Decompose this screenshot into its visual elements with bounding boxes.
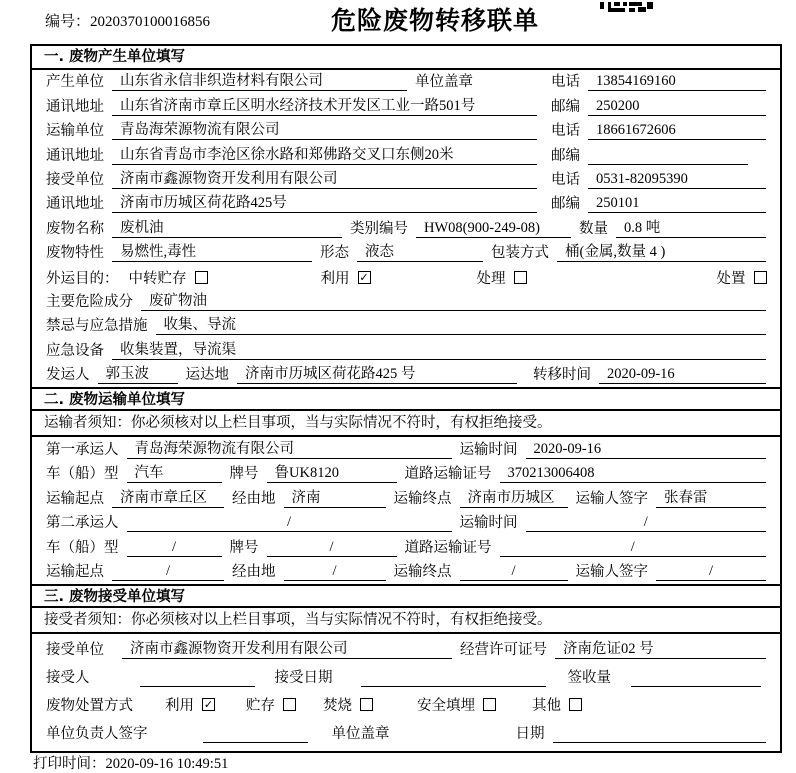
shipper-row <box>32 363 780 387</box>
permit2-label: 道路运输证号 <box>404 539 492 556</box>
section3-notice: 接受者须知：你必须核对以上栏目事项，当与实际情况不符时，有权拒绝接受。 <box>32 608 780 634</box>
purpose-label: 外运目的： <box>46 270 119 287</box>
section1-header: 一. 废物产生单位填写 <box>32 46 780 70</box>
plate1-value: 鲁UK8120 <box>267 461 397 483</box>
accept-date-label: 接受日期 <box>274 670 333 687</box>
sign2-value: / <box>656 563 766 581</box>
zip1-label: 邮编 <box>551 98 580 115</box>
form-label: 形态 <box>320 245 349 262</box>
time2-label: 运输时间 <box>459 515 518 532</box>
trait-value: 易燃性,毒性 <box>112 240 312 262</box>
end1-value: 济南市历城区 <box>460 486 568 508</box>
origin1-label: 运输起点 <box>46 490 104 507</box>
route2-row <box>32 560 780 585</box>
origin2-label: 运输起点 <box>46 564 104 581</box>
vehicle1-row <box>32 462 780 487</box>
unit-seal2-label: 单位盖章 <box>331 726 390 743</box>
taboo-row <box>32 314 780 338</box>
zip1-value: 250200 <box>588 98 766 116</box>
accept-unit-row <box>32 634 780 662</box>
shipper-label: 发运人 <box>46 367 90 384</box>
permit2-value: / <box>500 539 767 557</box>
manager-sign-value <box>203 742 308 743</box>
plate1-label: 牌号 <box>229 466 259 483</box>
plate2-label: 牌号 <box>229 539 259 556</box>
time1-value: 2020-09-16 <box>526 441 767 459</box>
dest-value: 济南市历城区荷花路425 号 <box>237 362 517 384</box>
section3-header: 三. 废物接受单位填写 <box>32 584 780 608</box>
category-value: HW08(900-249-08) <box>416 220 571 238</box>
license-label: 经营许可证号 <box>460 642 547 659</box>
shipper-value: 郭玉波 <box>98 362 178 384</box>
section2-notice: 运输者须知：你必须核对以上栏目事项，当与实际情况不符时，有权拒绝接受。 <box>32 411 780 437</box>
checkbox-disposal-other <box>569 698 582 711</box>
disposal-row <box>32 690 780 718</box>
checkbox-disposal-use: ✓ <box>203 697 214 711</box>
qty-label: 数量 <box>579 220 608 237</box>
plate2-value: / <box>267 539 397 557</box>
permit1-value: 370213006408 <box>500 465 767 483</box>
carrier2-label: 第二承运人 <box>46 515 119 532</box>
section3-body <box>32 634 780 746</box>
via1-label: 经由地 <box>232 490 276 507</box>
transporter-label: 运输单位 <box>46 123 104 140</box>
checkbox-use: ✓ <box>359 270 369 284</box>
checkbox-disposal-store <box>283 698 296 711</box>
addr1-value: 山东省济南市章丘区明水经济技术开发区工业一路501号 <box>112 94 537 116</box>
section1-body <box>32 70 780 387</box>
phone1-label: 电话 <box>551 74 580 91</box>
hazard-value: 废矿物油 <box>141 289 766 311</box>
print-time-value: 2020-09-16 10:49:51 <box>105 756 229 772</box>
pack-label: 包装方式 <box>491 245 549 262</box>
qr-code-fragment <box>600 0 654 17</box>
addr2-label: 通讯地址 <box>46 147 104 164</box>
origin1-value: 济南市章丘区 <box>112 486 224 508</box>
category-label: 类别编号 <box>350 220 408 237</box>
license-value: 济南危证02 号 <box>555 637 766 659</box>
producer-address-row <box>32 94 780 118</box>
waste-name-value: 废机油 <box>112 216 342 238</box>
transporter-row <box>32 119 780 143</box>
taboo-label: 禁忌与应急措施 <box>46 318 148 335</box>
time1-label: 运输时间 <box>459 441 518 458</box>
addr3-label: 通讯地址 <box>46 196 104 213</box>
purpose-option-dispose: 处置 <box>716 270 746 287</box>
disposal-label: 废物处置方式 <box>46 697 133 714</box>
date2-label: 日期 <box>515 726 545 743</box>
disposal-option-store: 贮存 <box>246 697 275 714</box>
receiver-label: 接受单位 <box>46 171 104 188</box>
amount-label: 签收量 <box>567 670 611 687</box>
via2-value: / <box>284 563 386 581</box>
transporter-value: 青岛海荣源物流有限公司 <box>112 118 537 140</box>
carrier1-row <box>32 437 780 462</box>
end2-value: / <box>460 563 568 581</box>
waste-trait-row <box>32 241 780 265</box>
waste-name-row <box>32 216 780 240</box>
transfer-date-label: 转移时间 <box>533 367 591 384</box>
via2-label: 经由地 <box>232 564 276 581</box>
equip-label: 应急设备 <box>46 342 104 359</box>
trait-label: 废物特性 <box>46 245 104 262</box>
sign2-label: 运输人签字 <box>575 564 648 581</box>
receiver-row <box>32 168 780 192</box>
phone1-value: 13854169160 <box>588 73 766 91</box>
dest-label: 运达地 <box>185 367 229 384</box>
vehicle1-label: 车（船）型 <box>46 466 119 483</box>
purpose-option-treat: 处理 <box>476 270 506 287</box>
equip-value: 收集装置，导流渠 <box>112 338 766 360</box>
sign1-label: 运输人签字 <box>575 490 648 507</box>
disposal-option-landfill: 安全填埋 <box>417 697 475 714</box>
sign1-value: 张春雷 <box>656 486 766 508</box>
via1-value: 济南 <box>284 486 386 508</box>
manager-sign-label: 单位负责人签字 <box>46 726 148 743</box>
vehicle2-value: / <box>127 539 222 557</box>
accept-unit-label: 接受单位 <box>46 642 104 659</box>
amount-value <box>631 686 761 687</box>
producer-label: 产生单位 <box>46 74 104 91</box>
phone2-value: 18661672606 <box>588 122 766 140</box>
purpose-row <box>32 265 780 289</box>
print-time-line <box>33 752 228 773</box>
date2-value <box>553 742 767 743</box>
producer-value: 山东省永信非织造材料有限公司 <box>112 69 407 91</box>
phone2-label: 电话 <box>551 123 580 140</box>
serial-value: 2020370100016856 <box>90 14 211 30</box>
end1-label: 运输终点 <box>393 490 452 507</box>
accept-unit-value: 济南市鑫源物资开发利用有限公司 <box>122 637 452 659</box>
manifest-form <box>30 44 782 753</box>
accept-date-value <box>361 686 546 687</box>
time2-value: / <box>526 514 767 532</box>
producer-row <box>32 70 780 94</box>
unit-seal-label: 单位盖章 <box>415 74 473 91</box>
disposal-option-other: 其他 <box>532 697 561 714</box>
end2-label: 运输终点 <box>393 564 452 581</box>
carrier2-value: / <box>127 514 452 532</box>
hazard-row <box>32 290 780 314</box>
taboo-value: 收集、导流 <box>156 313 767 335</box>
checkbox-disposal-incinerate <box>360 698 373 711</box>
addr3-value: 济南市历城区荷花路425号 <box>112 191 537 213</box>
serial-label: 编号： <box>45 14 91 30</box>
zip3-value: 250101 <box>588 195 766 213</box>
zip3-label: 邮编 <box>551 196 580 213</box>
waste-name-label: 废物名称 <box>46 220 104 237</box>
qty-value: 0.8 吨 <box>616 216 766 238</box>
carrier1-label: 第一承运人 <box>46 441 119 458</box>
addr2-value: 山东省青岛市李沧区徐水路和郑佛路交叉口东侧20米 <box>112 143 537 165</box>
transfer-date-value: 2020-09-16 <box>599 366 766 384</box>
pack-value: 桶(金属,数量 4 ) <box>557 240 766 262</box>
transporter-address-row <box>32 143 780 167</box>
zip2-label: 邮编 <box>551 147 580 164</box>
addr1-label: 通讯地址 <box>46 98 104 115</box>
print-time-label: 打印时间： <box>33 756 106 772</box>
acceptor-value <box>140 686 255 687</box>
form-value: 液态 <box>357 240 483 262</box>
manager-sign-row <box>32 718 780 746</box>
acceptor-label: 接受人 <box>46 670 90 687</box>
carrier2-row <box>32 511 780 536</box>
receiver-value: 济南市鑫源物资开发利用有限公司 <box>112 167 537 189</box>
disposal-option-use: 利用 <box>165 697 194 714</box>
origin2-value: / <box>112 563 224 581</box>
disposal-option-incinerate: 焚烧 <box>323 697 352 714</box>
hazard-label: 主要危险成分 <box>46 293 133 310</box>
zip2-value <box>588 164 748 165</box>
vehicle1-value: 汽车 <box>127 461 222 483</box>
vehicle2-label: 车（船）型 <box>46 539 119 556</box>
carrier1-value: 青岛海荣源物流有限公司 <box>127 437 452 459</box>
phone3-label: 电话 <box>551 171 580 188</box>
checkbox-transfer-storage <box>195 271 208 284</box>
phone3-value: 0531-82095390 <box>588 171 766 189</box>
purpose-option-use: 利用 <box>320 270 350 287</box>
section2-body <box>32 437 780 584</box>
checkbox-dispose <box>754 271 767 284</box>
emergency-equip-row <box>32 338 780 362</box>
section2-header: 二. 废物运输单位填写 <box>32 387 780 411</box>
permit1-label: 道路运输证号 <box>404 466 492 483</box>
page-title: 危险废物转移联单 <box>330 6 539 35</box>
checkbox-treat <box>514 271 527 284</box>
purpose-option-transfer: 中转贮存 <box>128 270 187 287</box>
vehicle2-row <box>32 535 780 560</box>
route1-row <box>32 486 780 511</box>
checkbox-disposal-landfill <box>483 698 496 711</box>
acceptor-row <box>32 662 780 690</box>
receiver-address-row <box>32 192 780 216</box>
